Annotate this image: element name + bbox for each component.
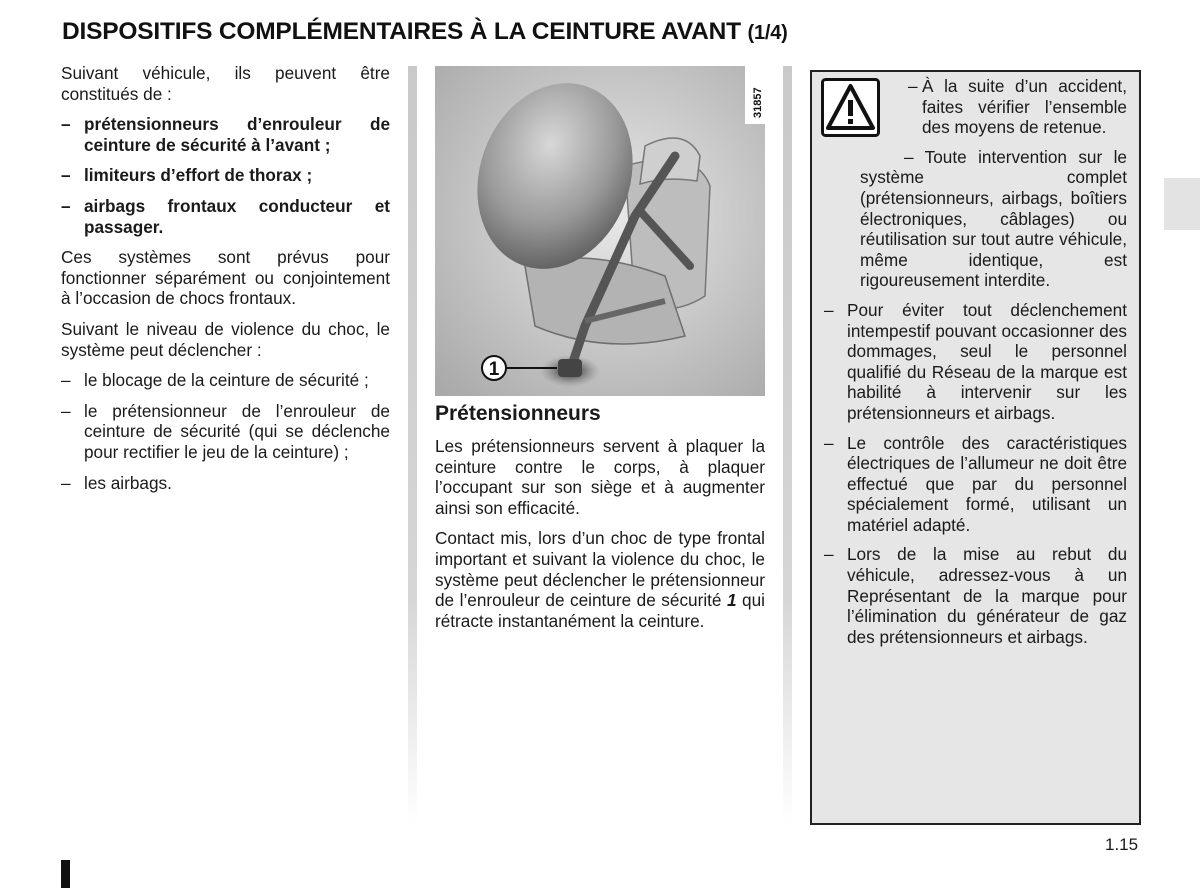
warning-list-item-text: Pour éviter tout déclenchement intempestif pouvant occasionner des dommages, seul le personnel qualifié du Réseau de la marque est habilité à intervenir sur les prétensionneurs et airbags. xyxy=(847,299,1127,423)
list-dash: – xyxy=(908,76,918,96)
list-item xyxy=(61,370,390,391)
column-left xyxy=(61,63,390,503)
list-dash: – xyxy=(824,544,834,565)
reference-number: 1 xyxy=(726,590,737,611)
warning-list-item xyxy=(824,544,1127,647)
column-middle xyxy=(435,400,765,641)
seat-airbag-illustration xyxy=(435,66,765,396)
bold-list-item-text: limiteurs d’effort de thorax ; xyxy=(84,165,313,186)
warning-list-item xyxy=(824,300,1127,424)
section-heading: Prétensionneurs xyxy=(435,402,601,425)
list-dash: – xyxy=(61,400,71,421)
warning-second-item: – Toute intervention sur le système complet (prétensionneurs, airbags, boîtiers électroniques, câblages) ou réutilisation sur tout autre véhicule, même identique, est rigoureusement interdite. xyxy=(860,146,1127,291)
list-dash: – xyxy=(61,165,71,186)
paragraph-violence: Suivant le niveau de violence du choc, le système peut déclencher : xyxy=(61,318,390,360)
list-dash: – xyxy=(61,472,71,493)
warning-text xyxy=(824,76,1127,656)
bold-list-item-text: airbags frontaux conducteur et passager. xyxy=(84,195,390,237)
warning-list-item xyxy=(824,433,1127,536)
column-divider xyxy=(408,66,417,826)
list-item-text: les airbags. xyxy=(84,472,172,493)
column-divider xyxy=(783,66,792,826)
warning-box xyxy=(810,70,1141,825)
bold-list-item-text: prétensionneurs d’enrouleur de ceinture de sécurité à l’avant ; xyxy=(84,114,390,155)
page-title xyxy=(62,18,1162,46)
list-item-text: le blocage de la ceinture de sécurité ; xyxy=(84,370,369,391)
page-title-part: (1/4) xyxy=(747,22,788,44)
bold-list-item xyxy=(61,114,390,155)
bold-list-item xyxy=(61,196,390,237)
callout-number: 1 xyxy=(488,359,500,380)
chapter-tab xyxy=(1164,178,1200,230)
warning-list-item-text: Lors de la mise au rebut du véhicule, adressez-vous à un Représentant de la marque pour l’élimination du générateur de gaz des prétensionneurs et airbags. xyxy=(847,544,1127,647)
paragraph-text: Contact mis, lors d’un choc de type frontal important et suivant la violence du choc, le système peut déclencher le prétensionneur de l’enrouleur de ceinture de sécurité xyxy=(435,528,765,611)
page-corner-mark xyxy=(61,860,70,888)
page-number: 1.15 xyxy=(1105,835,1139,854)
list-dash: – xyxy=(61,114,71,135)
warning-first-item xyxy=(908,76,1127,138)
list-item-text: le prétensionneur de l’enrouleur de ceinture de sécurité (qui se déclenche pour rectifier le jeu de la ceinture) ; xyxy=(84,400,390,462)
figure-reference: 31857 xyxy=(752,87,764,118)
warning-list-item-text: Le contrôle des caractéristiques électriques de l’allumeur ne doit être effectué que par du personnel spécialement formé, utilisant un matériel adapté. xyxy=(847,432,1127,535)
paragraph-text: qui rétracte instantanément la ceinture. xyxy=(435,590,765,631)
list-item xyxy=(61,401,390,463)
list-dash: – xyxy=(61,195,71,216)
illustration-drawing xyxy=(435,66,765,396)
paragraph-pretensioner-trigger xyxy=(435,528,765,631)
bold-list-item xyxy=(61,165,390,186)
warning-first-text: À la suite d’un accident, faites vérifier l’ensemble des moyens de retenue. xyxy=(922,76,1127,138)
paragraph-systems: Ces systèmes sont prévus pour fonctionner séparément ou conjointement à l’occasion de chocs frontaux. xyxy=(61,247,390,309)
paragraph-pretensioner-purpose: Les prétensionneurs servent à plaquer la ceinture contre le corps, à plaquer l’occupant sur son siège et à augmenter ainsi son efficacité. xyxy=(435,436,765,518)
list-dash: – xyxy=(824,432,834,453)
list-dash: – xyxy=(824,299,834,320)
intro-paragraph: Suivant véhicule, ils peuvent être constitués de : xyxy=(61,63,390,104)
list-dash: – xyxy=(61,370,71,391)
list-item xyxy=(61,473,390,494)
page-title-text: DISPOSITIFS COMPLÉMENTAIRES À LA CEINTURE AVANT xyxy=(62,18,741,45)
